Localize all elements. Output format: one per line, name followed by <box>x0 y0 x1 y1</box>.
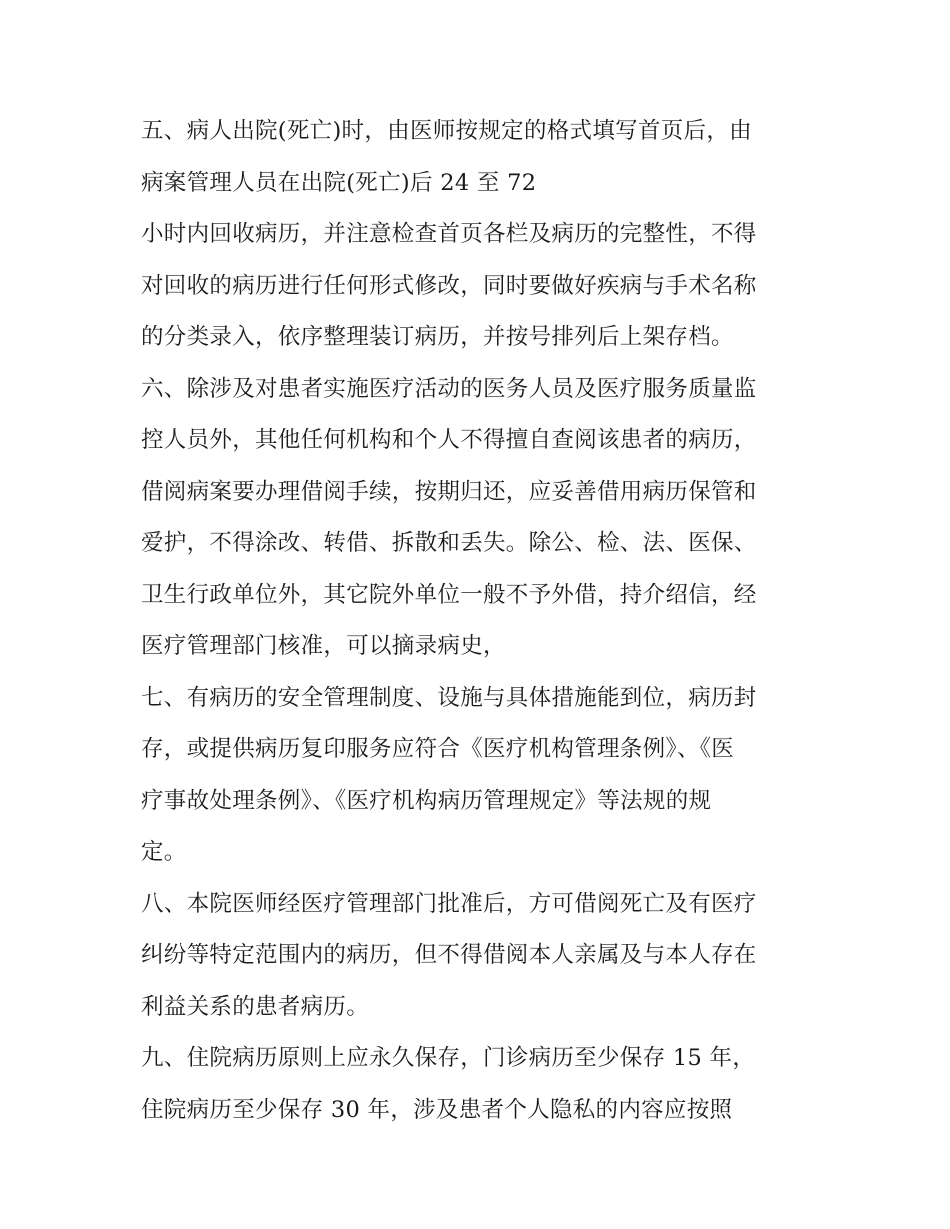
text-line: 医疗管理部门核准，可以摘录病史， <box>141 633 506 659</box>
text-line: 借阅病案要办理借阅手续，按期归还，应妥善借用病历保管和 <box>141 478 757 505</box>
text-line: 六、除涉及对患者实施医疗活动的医务人员及医疗服务质量监 <box>141 375 757 402</box>
text-line: 八、本院医师经医疗管理部门批准后，方可借阅死亡及有医疗 <box>141 890 757 917</box>
text-line: 纠纷等特定范围内的病历，但不得借阅本人亲属及与本人存在 <box>141 942 757 968</box>
text-line: 的分类录入，依序整理装订病历，并按号排列后上架存档。 <box>141 324 734 350</box>
text-line: 对回收的病历进行任何形式修改，同时要做好疾病与手术名称 <box>141 272 757 299</box>
text-line: 小时内回收病历，并注意检查首页各栏及病历的完整性，不得 <box>141 221 757 247</box>
text-line: 九、住院病历原则上应永久保存，门诊病历至少保存 15 年， <box>141 1045 756 1071</box>
text-line: 病案管理人员在出院(死亡)后 24 至 72 <box>141 169 537 196</box>
text-line: 存，或提供病历复印服务应符合《医疗机构管理条例》、《医 <box>141 736 735 762</box>
text-line: 七、有病历的安全管理制度、设施与具体措施能到位，病历封 <box>141 684 757 711</box>
text-line: 控人员外，其他任何机构和个人不得擅自查阅该患者的病历， <box>141 427 757 453</box>
text-line: 五、病人出院(死亡)时，由医师按规定的格式填写首页后，由 <box>141 118 752 144</box>
text-line: 卫生行政单位外，其它院外单位一般不予外借，持介绍信，经 <box>141 581 757 608</box>
text-line: 疗事故处理条例》、《医疗机构病历管理规定》等法规的规 <box>141 787 712 814</box>
text-line: 利益关系的患者病历。 <box>141 993 370 1020</box>
document-body <box>141 106 821 1136</box>
text-line: 定。 <box>141 839 187 865</box>
text-line: 爱护，不得涂改、转借、拆散和丢失。除公、检、法、医保、 <box>141 530 757 556</box>
text-line: 住院病历至少保存 30 年，涉及患者个人隐私的内容应按照 <box>141 1096 733 1123</box>
